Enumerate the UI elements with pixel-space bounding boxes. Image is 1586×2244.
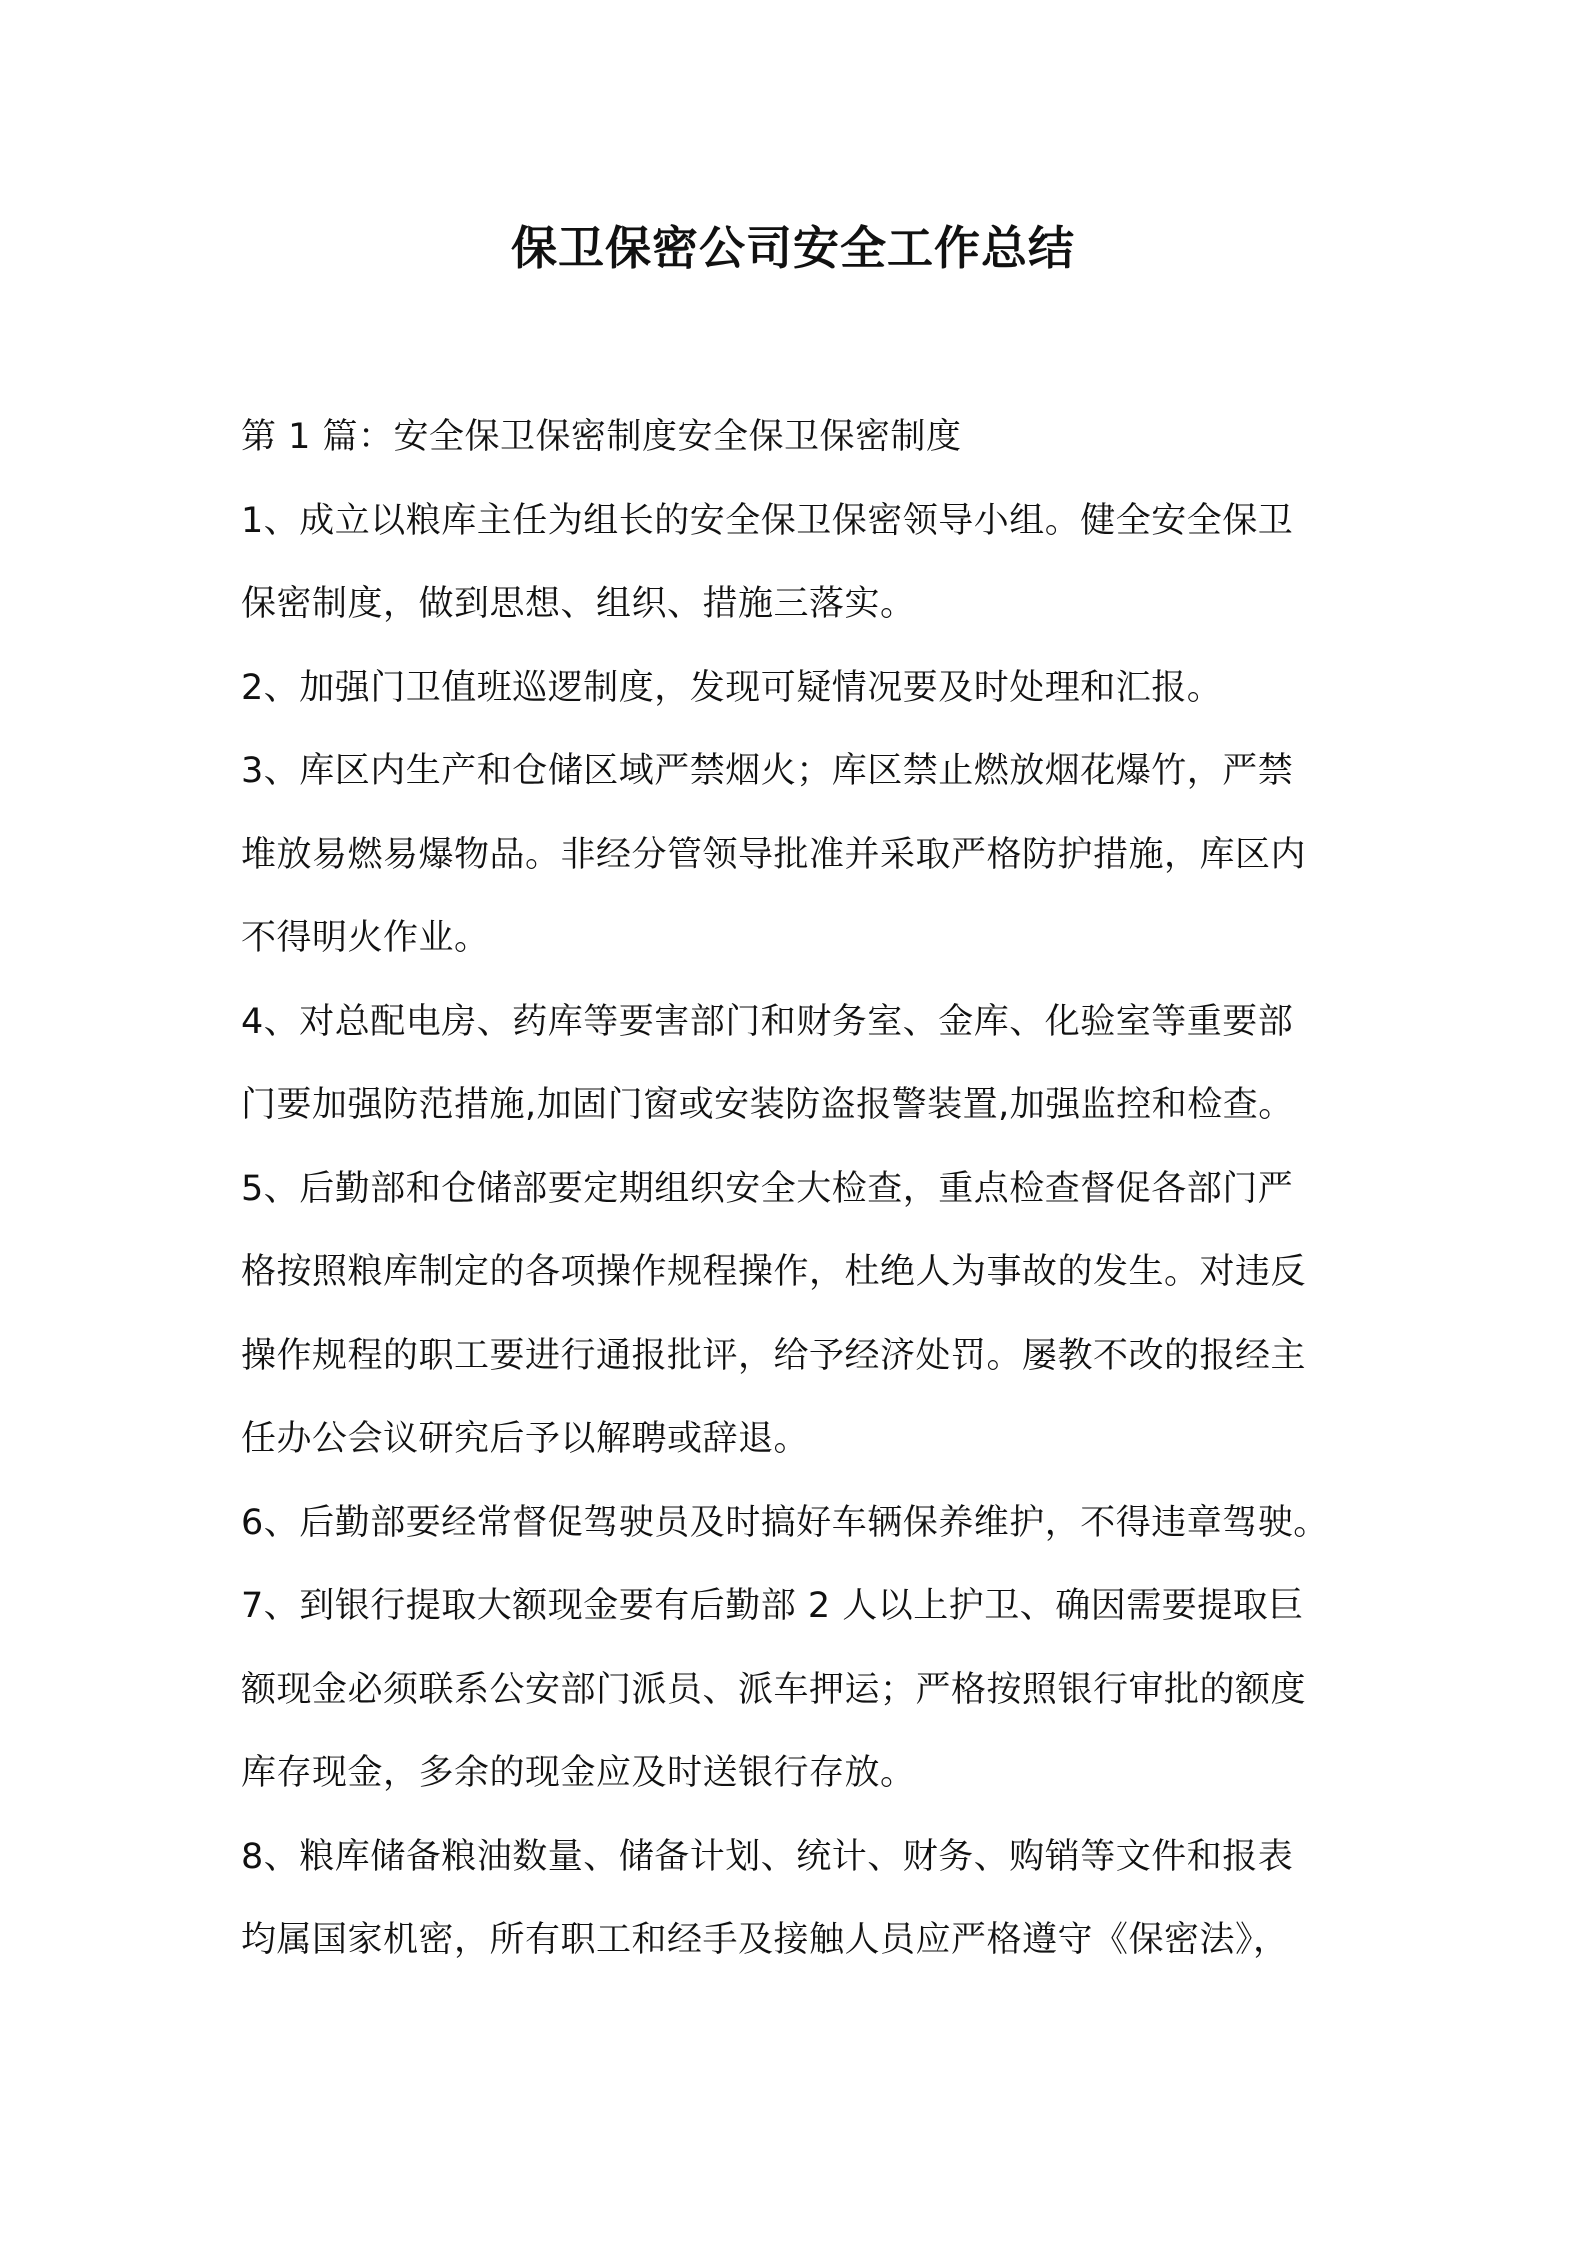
text-line: 6、后勤部要经常督促驾驶员及时搞好车辆保养维护，不得违章驾驶。: [241, 1502, 1329, 1543]
text-line: 7、到银行提取大额现金要有后勤部 2 人以上护卫、确因需要提取巨: [241, 1586, 1304, 1626]
text-line: 2、加强门卫值班巡逻制度，发现可疑情况要及时处理和汇报。: [241, 667, 1223, 708]
text-line: 保密制度，做到思想、组织、措施三落实。: [241, 584, 916, 624]
text-line: 均属国家机密，所有职工和经手及接触人员应严格遵守《保密法》，: [241, 1920, 1289, 1960]
text-line: 门要加强防范措施,加固门窗或安装防盗报警装置,加强监控和检查。: [241, 1085, 1294, 1125]
text-line: 5、后勤部和仓储部要定期组织安全大检查，重点检查督促各部门严: [241, 1168, 1294, 1209]
text-line: 格按照粮库制定的各项操作规程操作，杜绝人为事故的发生。对违反: [241, 1252, 1307, 1292]
text-line: 8、粮库储备粮油数量、储备计划、统计、财务、购销等文件和报表: [241, 1836, 1294, 1877]
text-line: 任办公会议研究后予以解聘或辞退。: [241, 1419, 810, 1459]
text-line: 不得明火作业。: [241, 918, 490, 958]
text-line: 3、库区内生产和仓储区域严禁烟火；库区禁止燃放烟花爆竹，严禁: [241, 751, 1294, 791]
document-title: 保卫保密公司安全工作总结: [511, 221, 1075, 275]
text-line: 堆放易燃易爆物品。非经分管领导批准并采取严格防护措施，库区内: [241, 834, 1307, 875]
text-line: 4、对总配电房、药库等要害部门和财务室、金库、化验室等重要部: [241, 1001, 1294, 1042]
text-line: 库存现金，多余的现金应及时送银行存放。: [241, 1753, 916, 1793]
text-line: 第 1 篇：安全保卫保密制度安全保卫保密制度: [241, 417, 962, 457]
text-line: 额现金必须联系公安部门派员、派车押运；严格按照银行审批的额度: [241, 1669, 1307, 1710]
text-line: 操作规程的职工要进行通报批评，给予经济处罚。屡教不改的报经主: [241, 1335, 1307, 1376]
text-line: 1、成立以粮库主任为组长的安全保卫保密领导小组。健全安全保卫: [241, 500, 1294, 541]
document-body: [241, 396, 1371, 1983]
